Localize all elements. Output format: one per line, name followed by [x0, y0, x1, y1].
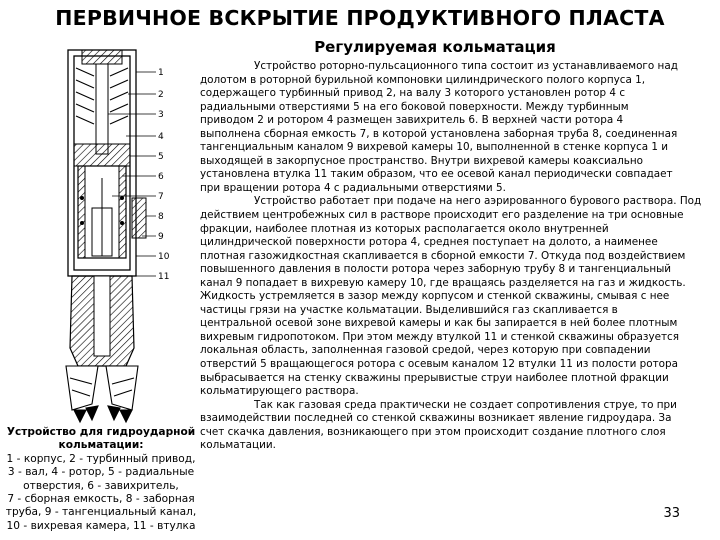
paragraph-line: Устройство роторно-пульсационного типа состоит из устанавливаемого над	[254, 60, 678, 72]
paragraph-line: при вращении ротора 4 с радиальными отверстиями 5.	[200, 181, 506, 194]
figure-label: 10	[158, 252, 170, 262]
paragraph-line: Так как газовая среда практически не создает сопротивления струе, то при	[254, 398, 677, 411]
page-number: 33	[663, 506, 680, 521]
figure-label: 9	[158, 232, 164, 242]
paragraph-line: плотная газожидкостная скапливается в сборной емкости 7. Откуда под воздействием	[200, 249, 686, 262]
shaft-shape	[96, 64, 108, 154]
lower-body	[70, 276, 134, 366]
paragraph-line: выбрасывается на стенку скважины прерывистые струи наиболее плотной фракции	[200, 371, 669, 384]
paragraph-line: кольматирующего раствора.	[200, 385, 359, 398]
paragraph-line: частицы грязи на участке кольматации. Выделившийся газ скапливается в	[200, 303, 618, 316]
caption-line: 10 - вихревая камера, 11 - втулка	[6, 519, 196, 532]
paragraph-line: центральной осевой зоне вихревой камеры и как бы запирается в ней более плотным	[200, 317, 678, 330]
drill-bit	[66, 366, 138, 422]
paragraph-line: локальная область, заполненная газовой средой, через которую при совпадении	[200, 344, 651, 357]
figure-label: 3	[158, 110, 164, 120]
leader-lines	[108, 72, 156, 276]
caption-line: 7 - сборная емкость, 8 - заборная	[7, 493, 195, 506]
paragraph-line: приводом 2 и ротором 4 размещен завихритель 6. В верхней части ротора 4	[200, 114, 624, 127]
rotor-shape	[78, 166, 126, 258]
paragraph-line: выходящей в закорпусное пространство. Внутри вихревой камеры коаксиально	[200, 154, 644, 167]
paragraph-line: отверстий 5 вращающегося ротора с осевым каналом 12 втулки 11 из полости ротора	[200, 358, 679, 371]
figure-caption	[4, 426, 198, 533]
page-title: ПЕРВИЧНОЕ ВСКРЫТИЕ ПРОДУКТИВНОГО ПЛАСТА	[55, 6, 665, 30]
caption-line: отверстия, 6 - завихритель,	[23, 479, 179, 492]
paragraph-line: канал 9 попадает в вихревую камеру 10, где вращаясь разделяется на газ и жидкость.	[200, 276, 686, 289]
paragraph-line: тангенциальным каналом 9 вихревой камеры 10, выполненной в стенке корпуса 1 и	[200, 141, 669, 154]
figure-label: 7	[158, 192, 164, 202]
figure-label: 1	[158, 68, 164, 78]
figure-label: 2	[158, 90, 164, 100]
paragraph-line: счет скачка давления, возникающего при этом происходит создание плотного слоя	[200, 425, 666, 438]
caption-line: 1 - корпус, 2 - турбинный привод,	[6, 452, 196, 465]
paragraph-line: Устройство работает при подаче на него аэрированного бурового раствора. Под	[254, 195, 702, 208]
paragraph-line: Жидкость устремляется в зазор между корпусом и стенкой скважины, смывая с нее	[200, 290, 670, 303]
paragraph-line: действием центробежных сил в растворе происходит его разделение на три основные	[200, 209, 684, 222]
figure-label: 4	[158, 132, 164, 142]
swirler-band	[74, 144, 130, 166]
figure-label: 8	[158, 212, 164, 222]
paragraph-line: содержащего турбинный привод 2, на валу 3 которого установлен ротор 4 с	[200, 87, 626, 100]
top-coupling	[82, 50, 122, 64]
caption-line: труба, 9 - тангенциальный канал,	[5, 506, 197, 519]
description-text	[200, 60, 700, 453]
paragraph-line: радиальными отверстиями 5 на его боковой поверхности. Между турбинным	[200, 100, 629, 113]
page-subtitle: Регулируемая кольматация	[314, 38, 556, 56]
figure-label: 6	[158, 172, 164, 182]
figure-label: 5	[158, 152, 164, 162]
paragraph-line: взаимодействии последней со стенкой скважины возникает явление гидроудара. За	[200, 412, 672, 425]
paragraph-line: кольматации.	[200, 439, 276, 452]
paragraph-line: повышенного давления в полости ротора через заборную трубу 8 и тангенциальный	[200, 263, 672, 276]
paragraph-line: цилиндрической поверхности ротора 4, среднея поступает на долото, а наименее	[200, 236, 658, 249]
figure-label: 11	[158, 272, 170, 282]
caption-title-line: Устройство для гидроударной	[6, 426, 196, 438]
paragraph-line: выполнена сборная емкость 7, в которой установлена заборная труба 8, соединенная	[200, 127, 678, 140]
vortex-chamber	[132, 198, 146, 238]
caption-line: 3 - вал, 4 - ротор, 5 - радиальные	[7, 466, 195, 479]
paragraph-line: вихревым гидропотоком. При этом между втулкой 11 и стенкой скважины образуется	[200, 330, 679, 343]
paragraph-line: установлена втулка 11 таким образом, что ее осевой канал периодически совпадает	[200, 168, 673, 181]
paragraph-line: долотом в роторной бурильной компоновки цилиндрического полого корпуса 1,	[200, 73, 646, 86]
caption-title-line: кольматации:	[58, 439, 144, 452]
paragraph-line: фракции, наиболее плотная из которых располагается около внутренней	[200, 222, 609, 235]
